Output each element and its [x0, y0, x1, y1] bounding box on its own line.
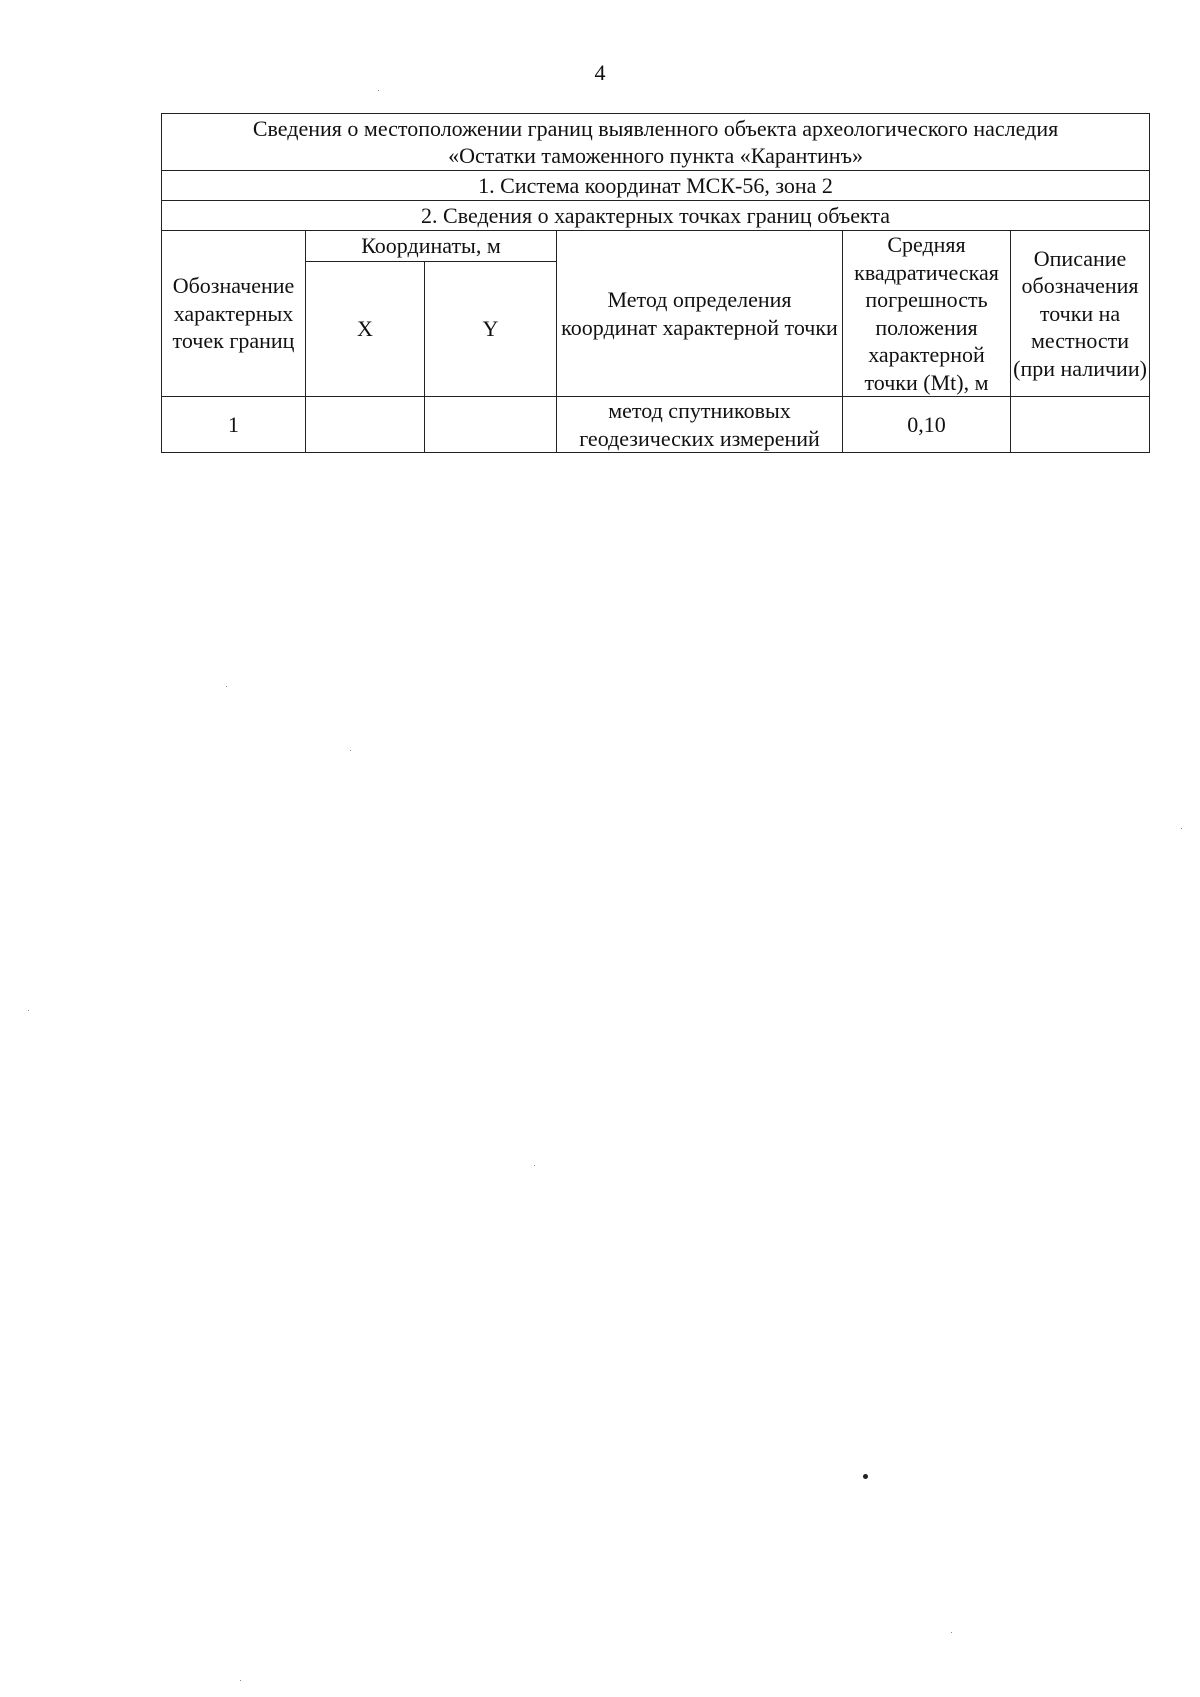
scan-speck: [1181, 828, 1182, 829]
table-title-line1: Сведения о местоположении границ выявленного объекта археологического наследия: [252, 115, 1059, 141]
cell-error: 0,10: [843, 397, 1011, 453]
cell-method: метод спутниковых геодезических измерений: [557, 397, 843, 453]
cell-x: [306, 397, 425, 453]
scan-speck: [378, 90, 379, 91]
table-title-line2: «Остатки таможенного пункта «Карантинъ»: [448, 143, 863, 168]
header-description: Описание обозначения точки на местности (при наличии): [1011, 231, 1150, 397]
header-error: Средняя квадратическая погрешность положения характерной точки (Mt), м: [843, 231, 1011, 397]
scan-speck: [534, 1165, 535, 1166]
scan-speck: [350, 750, 351, 751]
scan-speck: [226, 686, 227, 687]
cell-designation: 1: [162, 397, 306, 453]
scan-speck: [240, 1680, 241, 1681]
section-characteristic-points: 2. Сведения о характерных точках границ объекта: [162, 201, 1150, 231]
header-x: X: [306, 262, 425, 397]
page-number: 4: [594, 60, 606, 85]
header-y: Y: [425, 262, 557, 397]
table-row: [162, 397, 1150, 453]
scan-speck: [28, 1010, 29, 1011]
cell-description: [1011, 397, 1150, 453]
section-coordinate-system: 1. Система координат МСК-56, зона 2: [162, 171, 1150, 201]
table-title: [162, 114, 1150, 171]
header-designation: Обозначение характерных точек границ: [162, 231, 306, 397]
header-method: Метод определения координат характерной точки: [557, 231, 843, 397]
cell-y: [425, 397, 557, 453]
scan-speck: [951, 1632, 952, 1633]
header-coordinates: Координаты, м: [306, 231, 557, 262]
scan-dot: [863, 1474, 868, 1479]
boundary-info-table: [161, 113, 1150, 453]
